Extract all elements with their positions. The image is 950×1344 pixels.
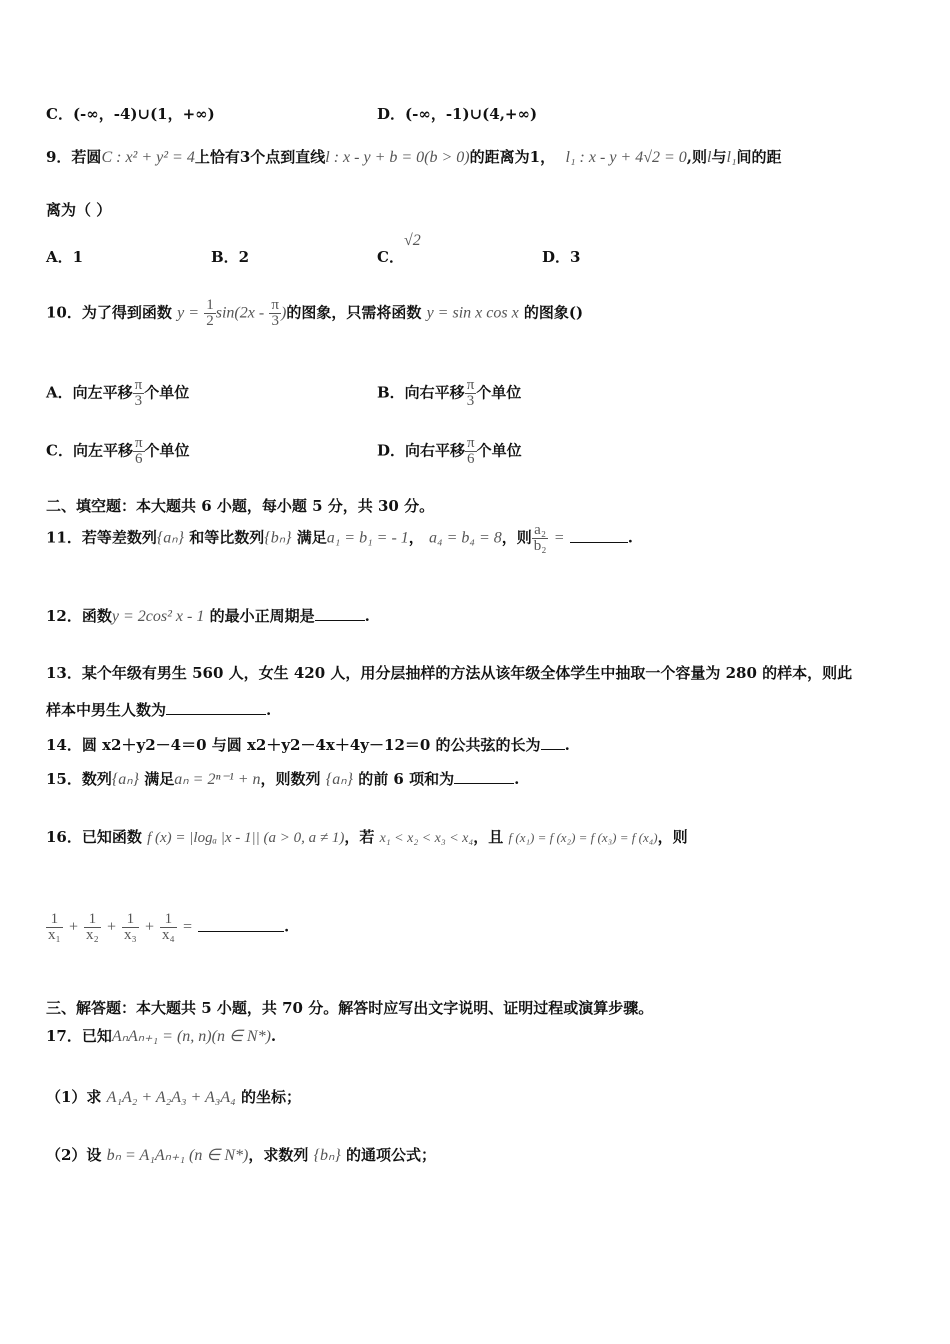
section-3-heading: 三、解答题：本大题共 5 小题，共 70 分。解答时应写出文字说明、证明过程或演算步骤。 [46,999,654,1017]
q16-fraction-3-den: x₃ [124,927,137,943]
q17-part-1-post: 的坐标； [240,1088,301,1106]
q10-option-b [377,378,521,409]
q17-end: . [270,1027,277,1045]
q10-option-b-num: π [466,377,475,393]
q9-text-3: ,则 [686,148,708,166]
q9-text-5: 间的距 [736,148,782,166]
q12-text: 的最小正周期是 [209,607,315,625]
q17-part-1-math: A₁A₂ + A₂A₃ + A₃A₄ [106,1089,236,1106]
q10-option-a-den: 3 [134,393,143,409]
q17-part-2-mid: ，求数列 [248,1146,309,1164]
q16-equals: = [181,918,193,936]
q11-end: . [627,528,633,547]
q16-fraction-3-num: 1 [122,912,139,928]
q9-line-l: l : x - y + b = 0(b > 0) [325,149,470,166]
q9-option-c-value: √2 [403,232,421,249]
q16-fraction-4 [160,912,177,943]
q10-pi-numerator: π [271,297,279,313]
q16-fraction-4-den: x₄ [162,927,175,943]
q11-ratio-numerator: a₂ [532,523,549,539]
q10-option-a-pre: A．向左平移 [46,383,133,402]
q15-text-1: 满足 [144,770,175,788]
q11-equals: = [553,529,565,547]
q14-answer-blank[interactable] [541,737,565,750]
q16-fraction-1 [46,912,63,943]
q17-part-2-seq: {bₙ} [313,1147,341,1164]
q16-text-1: ，若 [344,828,375,846]
q9-stem [46,146,782,167]
q10-text-1: 的图象，只需将函数 [286,303,422,322]
q9-option-a: A．1 [46,248,84,266]
q10-option-d-post: 个单位 [476,441,522,460]
q9-line-l1: l₁ : x - y + 4√2 = 0 [565,149,687,166]
q16-plus-2: + [105,918,117,936]
q10-stem [46,298,583,329]
q15-text-3: 的前 6 项和为 [358,770,455,788]
q11-ratio-fraction [532,523,549,554]
q8-option-d: D．(-∞，-1)∪(4,+∞) [377,105,538,123]
q9-option-d: D．3 [542,248,581,266]
q11-condition-1: a₁ = b₁ = - 1 [326,529,409,547]
q10-pi-denominator: 3 [271,313,279,329]
q10-sin-part: sin(2x - [215,304,265,322]
q11-stem [46,523,633,554]
q16-sum-expression [46,912,289,943]
q17-stem [46,1025,276,1046]
section-2-heading: 二、填空题：本大题共 6 小题，每小题 5 分，共 30 分。 [46,497,435,515]
q13-line-2 [46,699,271,720]
q16-fraction-3 [122,912,139,943]
q13-line-2-text: 样本中男生人数为 [46,701,167,719]
q10-option-c-fraction [133,436,145,467]
q10-option-d-pre: D．向右平移 [377,441,466,460]
q16-fraction-4-num: 1 [160,912,177,928]
q8-option-c: C．(-∞，-4)∪(1，+∞) [46,105,215,123]
q17-part-1-pre: （1）求 [46,1088,102,1106]
q10-option-a [46,378,189,409]
q16-plus-3: + [143,918,155,936]
q16-fraction-2 [84,912,101,943]
q16-plus-1: + [67,918,79,936]
q10-function-2: y = sin x cos x [426,304,519,322]
q10-close-paren: ) [281,304,287,322]
q15-text-2: ，则数列 [260,770,321,788]
q10-option-b-post: 个单位 [476,383,522,402]
q11-number: 11．若等差数列 [46,528,157,547]
q9-circle-equation: C : x² + y² = 4 [101,149,195,166]
q16-fraction-1-num: 1 [46,912,63,928]
q15-number: 15．数列 [46,770,112,788]
q11-condition-2: a₄ = b₄ = 8 [429,529,502,547]
q9-text-4: 与 [711,148,727,166]
q10-number: 10．为了得到函数 [46,303,172,322]
q10-option-d-fraction [465,436,477,467]
q11-ratio-denominator: b₂ [533,538,547,554]
q14-text: 14．圆 x2＋y2－4＝0 与圆 x2＋y2－4x＋4y－12＝0 的公共弦的长为 [46,736,541,754]
q16-function: f (x) = |logₐ |x - 1|| (a > 0, a ≠ 1) [147,830,345,846]
q16-order: x₁ < x₂ < x₃ < x₄ [379,831,474,846]
q9-option-b: B．2 [211,248,250,266]
q10-option-a-post: 个单位 [144,383,190,402]
q11-seq-b: {bₙ} [264,529,292,547]
q16-text-2: ，且 [473,828,504,846]
q10-y-eq: y = [177,304,200,322]
q15-stem [46,768,519,789]
q16-end: . [284,917,290,936]
q12-number: 12．函数 [46,607,112,625]
q17-given: AₙAₙ₊₁ = (n, n)(n ∈ N*) [111,1028,271,1045]
q12-function: y = 2cos² x - 1 [111,608,205,625]
q13-answer-blank[interactable] [166,702,266,715]
q9-text-2: 的距离为1， [469,148,556,166]
q15-formula: aₙ = 2ⁿ⁻¹ + n [174,771,261,788]
q16-text-3: ，则 [657,828,688,846]
q10-option-b-den: 3 [466,393,475,409]
q17-part-2-math: bₙ = A₁Aₙ₊₁ (n ∈ N*) [106,1147,249,1164]
q10-half-denominator: 2 [206,313,214,329]
q10-option-c [46,436,190,467]
q10-pi-fraction [269,298,281,329]
q10-half-numerator: 1 [206,297,214,313]
q11-comma: ， [408,528,424,547]
q15-answer-blank[interactable] [454,771,514,784]
q16-number: 16．已知函数 [46,828,142,846]
q14-stem [46,734,570,755]
q9-option-c-label: C． [377,248,404,266]
q10-option-d-den: 6 [467,451,475,467]
q10-option-d-num: π [467,435,475,451]
q9-text-1: 上恰有3个点到直线 [194,148,326,166]
q9-stem-continued: 离为（ ） [46,201,112,219]
q17-part-2 [46,1144,436,1165]
q10-option-a-num: π [134,377,143,393]
q9-number: 9．若圆 [46,148,102,166]
q15-seq: {aₙ} [111,771,140,788]
q10-option-b-fraction [465,378,477,409]
q10-option-c-post: 个单位 [144,441,190,460]
q10-option-b-pre: B．向右平移 [377,383,465,402]
q11-text-1: 和等比数列 [189,528,265,547]
q9-l1-symbol: l₁ [726,149,737,166]
q12-answer-blank[interactable] [315,608,365,621]
q15-seq-2: {aₙ} [325,771,353,788]
q10-half-fraction [204,298,216,329]
q16-fraction-1-den: x₁ [48,927,61,943]
q11-text-2: 满足 [296,528,327,547]
q11-answer-blank[interactable] [570,530,628,543]
q9-option-c [377,232,421,267]
q17-part-2-post: 的通项公式； [345,1146,436,1164]
q13-end: . [266,701,272,719]
q15-end: . [514,770,520,788]
q13-line-1: 13．某个年级有男生 560 人，女生 420 人，用分层抽样的方法从该年级全体学生中抽取一个容量为 280 的样本，则此 [46,664,853,682]
q9-l-symbol: l [707,149,712,166]
q17-part-1 [46,1086,301,1107]
q17-number: 17．已知 [46,1027,112,1045]
q17-part-2-pre: （2）设 [46,1146,102,1164]
q10-option-d [377,436,522,467]
q11-text-3: ，则 [501,528,532,547]
q10-option-c-num: π [134,435,143,451]
q16-fraction-2-den: x₂ [86,927,99,943]
q12-stem [46,605,370,626]
q11-seq-a: {aₙ} [156,529,185,547]
q16-answer-blank[interactable] [198,919,284,932]
q10-option-a-fraction [133,378,145,409]
q10-option-c-den: 6 [134,451,143,467]
q12-end: . [364,607,370,625]
q16-fraction-2-num: 1 [84,912,101,928]
q16-equal-values: f (x₁) = f (x₂) = f (x₃) = f (x₄) [508,830,658,845]
q10-option-c-pre: C．向左平移 [46,441,133,460]
q10-text-2: 的图象() [523,303,584,322]
q14-end: . [564,736,570,754]
q16-stem [46,826,688,847]
